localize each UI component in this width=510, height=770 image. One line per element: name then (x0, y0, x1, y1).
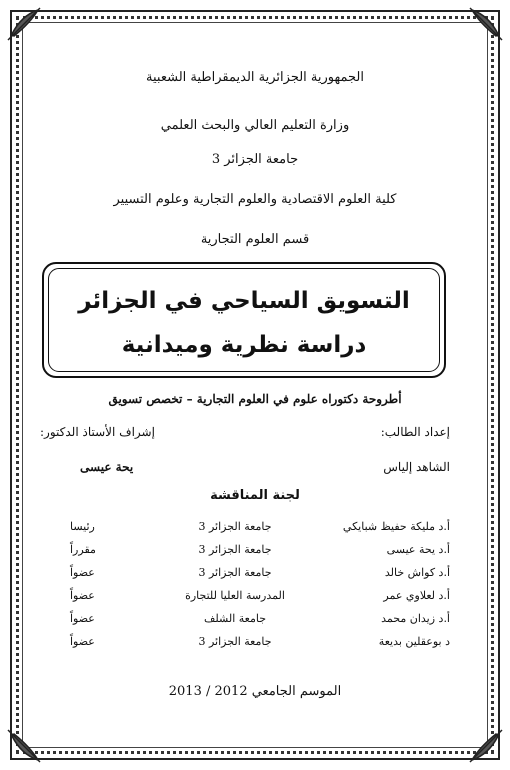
member-name: أ.د لعلاوي عمر (383, 589, 450, 602)
academic-season: الموسم الجامعي 2012 / 2013 (168, 684, 342, 699)
member-institution: جامعة الشلف (204, 612, 266, 625)
member-name: أ.د زيدان محمد (381, 612, 450, 625)
corner-quill-icon (466, 4, 506, 44)
student-name: الشاهد إلياس (383, 460, 450, 474)
member-name: أ.د كواش خالد (384, 566, 450, 579)
thesis-title: التسويق السياحي في الجزائر (78, 288, 410, 314)
member-role: عضواً (70, 566, 95, 579)
committee-row (70, 520, 450, 543)
prepared-by-label: إعداد الطالب: (380, 425, 450, 439)
ministry-name: وزارة التعليم العالي والبحث العلمي (160, 118, 350, 133)
committee-row (70, 635, 450, 658)
corner-quill-icon (4, 726, 44, 766)
member-role: عضواً (70, 612, 95, 625)
committee-row (70, 612, 450, 635)
supervisor-label: إشراف الأستاذ الدكتور: (40, 425, 155, 439)
member-name: د بوعقلين بديعة (378, 635, 450, 648)
committee-row (70, 589, 450, 612)
committee-title: لجنة المناقشة (210, 488, 300, 503)
faculty-name: كلية العلوم الاقتصادية والعلوم التجارية وعلوم التسيير (113, 192, 397, 207)
republic-name: الجمهورية الجزائرية الديمقراطية الشعبية (146, 70, 364, 85)
member-institution: جامعة الجزائر 3 (198, 566, 272, 579)
thesis-note: أطروحة دكتوراه علوم في العلوم التجارية – تخصص تسويق (108, 392, 402, 406)
committee-row (70, 566, 450, 589)
supervisor-name: يحة عيسى (80, 460, 134, 474)
corner-quill-icon (4, 4, 44, 44)
member-name: أ.د يحة عيسى (386, 543, 450, 556)
member-role: عضواً (70, 635, 95, 648)
member-name: أ.د مليكة حفيظ شبايكي (342, 520, 450, 533)
member-institution: جامعة الجزائر 3 (198, 635, 272, 648)
university-name: جامعة الجزائر 3 (211, 152, 299, 167)
thesis-subtitle: دراسة نظرية وميدانية (121, 332, 367, 358)
committee-row (70, 543, 450, 566)
member-role: رئيسا (70, 520, 95, 533)
committee-table (70, 520, 450, 658)
member-role: عضواً (70, 589, 95, 602)
member-role: مقرراً (70, 543, 96, 556)
member-institution: المدرسة العليا للتجارة (185, 589, 285, 602)
member-institution: جامعة الجزائر 3 (198, 543, 272, 556)
title-box (42, 262, 446, 378)
department-name: قسم العلوم التجارية (200, 232, 310, 247)
corner-quill-icon (466, 726, 506, 766)
member-institution: جامعة الجزائر 3 (198, 520, 272, 533)
